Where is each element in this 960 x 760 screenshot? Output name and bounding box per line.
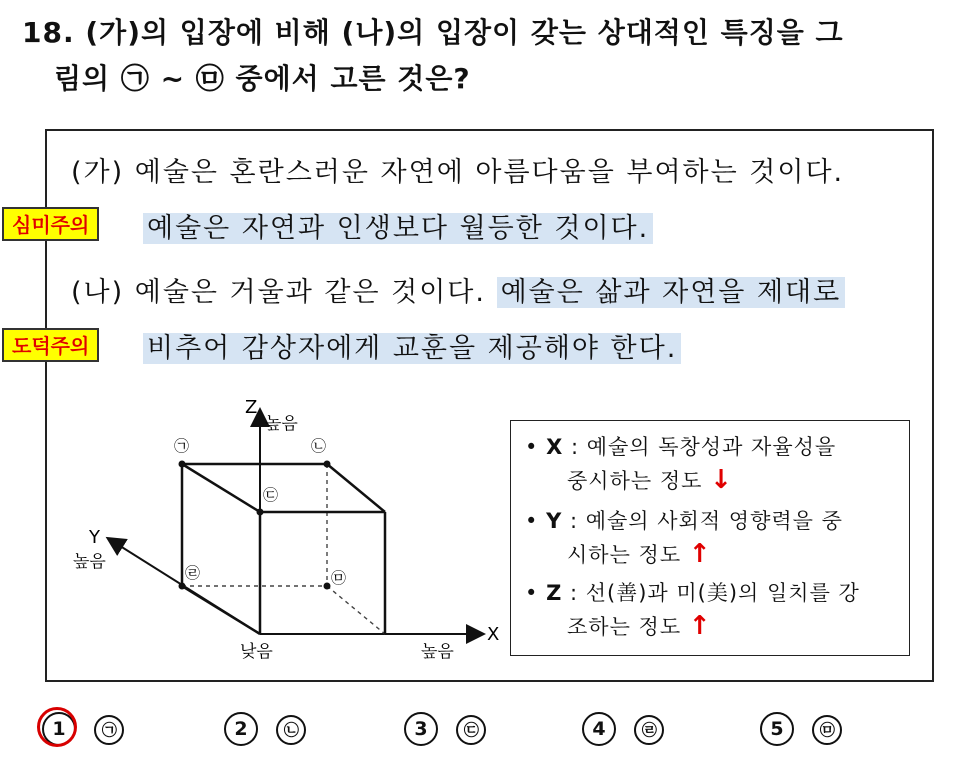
arrow-up-icon: ↑ (688, 539, 712, 569)
choice-2[interactable] (224, 712, 306, 746)
label-point-a: ㉠ (174, 437, 190, 455)
tag-moralism: 도덕주의 (2, 328, 99, 362)
label-point-b: ㉡ (311, 437, 327, 455)
y-axis-label: Y (89, 527, 100, 548)
choice-label: ㉣ (634, 715, 664, 745)
legend-x: • X : 예술의 독창성과 자율성을 중시하는 정도 ↓ (525, 435, 837, 495)
choice-label: ㉡ (276, 715, 306, 745)
choice-5[interactable] (760, 712, 842, 746)
x-axis-label: X (487, 624, 500, 645)
legend-box (510, 420, 910, 656)
legend-z-key: Z (546, 581, 563, 605)
choice-number: 1 (42, 712, 76, 746)
passage-na-line (71, 273, 845, 313)
choice-label: ㉤ (812, 715, 842, 745)
point-d (179, 583, 186, 590)
point-a (179, 461, 186, 468)
legend-x-line2: 중시하는 정도 (567, 469, 703, 493)
tag-aestheticism: 심미주의 (2, 207, 99, 241)
question-line-1: 18. (가)의 입장에 비해 (나)의 입장이 갖는 상대적인 특징을 그 (22, 16, 844, 49)
cube-diagram (67, 381, 537, 671)
label-point-c: ㉢ (263, 486, 279, 504)
legend-x-line1: 예술의 독창성과 자율성을 (586, 435, 837, 459)
point-c (257, 509, 264, 516)
arrow-down-icon: ↓ (710, 465, 733, 495)
legend-z: • Z : 선(善)과 미(美)의 일치를 강 조하는 정도 ↑ (525, 581, 860, 641)
legend-z-line2: 조하는 정도 (567, 615, 682, 639)
arrow-up-icon: ↑ (688, 611, 712, 641)
point-e (324, 583, 331, 590)
highlight-na-1: 예술은 삶과 자연을 제대로 (497, 277, 846, 308)
legend-y-line1: 예술의 사회적 영향력을 중 (585, 509, 843, 533)
question-line-2: 림의 ㉠ ~ ㉤ 중에서 고른 것은? (54, 62, 471, 95)
legend-y-key: Y (546, 509, 563, 533)
selected-circle-icon (37, 707, 77, 747)
choice-number: 5 (760, 712, 794, 746)
legend-y-line2: 시하는 정도 (567, 543, 682, 567)
passage-ga-line: (가) 예술은 혼란스러운 자연에 아름다움을 부여하는 것이다. (71, 157, 845, 188)
legend-z-line1: 선(善)과 미(美)의 일치를 강 (585, 581, 860, 605)
origin-label: 낮음 (240, 642, 273, 662)
choice-label: ㉠ (94, 715, 124, 745)
highlight-na-2: 비추어 감상자에게 교훈을 제공해야 한다. (143, 333, 681, 364)
choice-number: 4 (582, 712, 616, 746)
choice-number: 3 (404, 712, 438, 746)
choice-4[interactable] (582, 712, 664, 746)
passage-ga-highlight (143, 209, 653, 249)
x-axis-high-label: 높음 (421, 642, 454, 662)
z-axis-high-label: 높음 (265, 414, 298, 434)
point-b (324, 461, 331, 468)
passage-na-text: (나) 예술은 거울과 같은 것이다. (71, 277, 486, 308)
choice-number: 2 (224, 712, 258, 746)
passage-na-highlight-2-line (143, 329, 681, 369)
legend-y: • Y : 예술의 사회적 영향력을 중 시하는 정도 ↑ (525, 509, 843, 569)
answer-choices (42, 712, 922, 752)
question-title (22, 10, 947, 102)
z-axis-label: Z (245, 397, 258, 418)
choice-label: ㉢ (456, 715, 486, 745)
label-point-e: ㉤ (331, 569, 347, 587)
highlight-ga: 예술은 자연과 인생보다 월등한 것이다. (143, 213, 653, 244)
y-axis-high-label: 높음 (73, 552, 106, 572)
legend-x-key: X (546, 435, 564, 459)
choice-3[interactable] (404, 712, 486, 746)
choice-1[interactable] (42, 712, 124, 746)
label-point-d: ㉣ (185, 564, 201, 582)
